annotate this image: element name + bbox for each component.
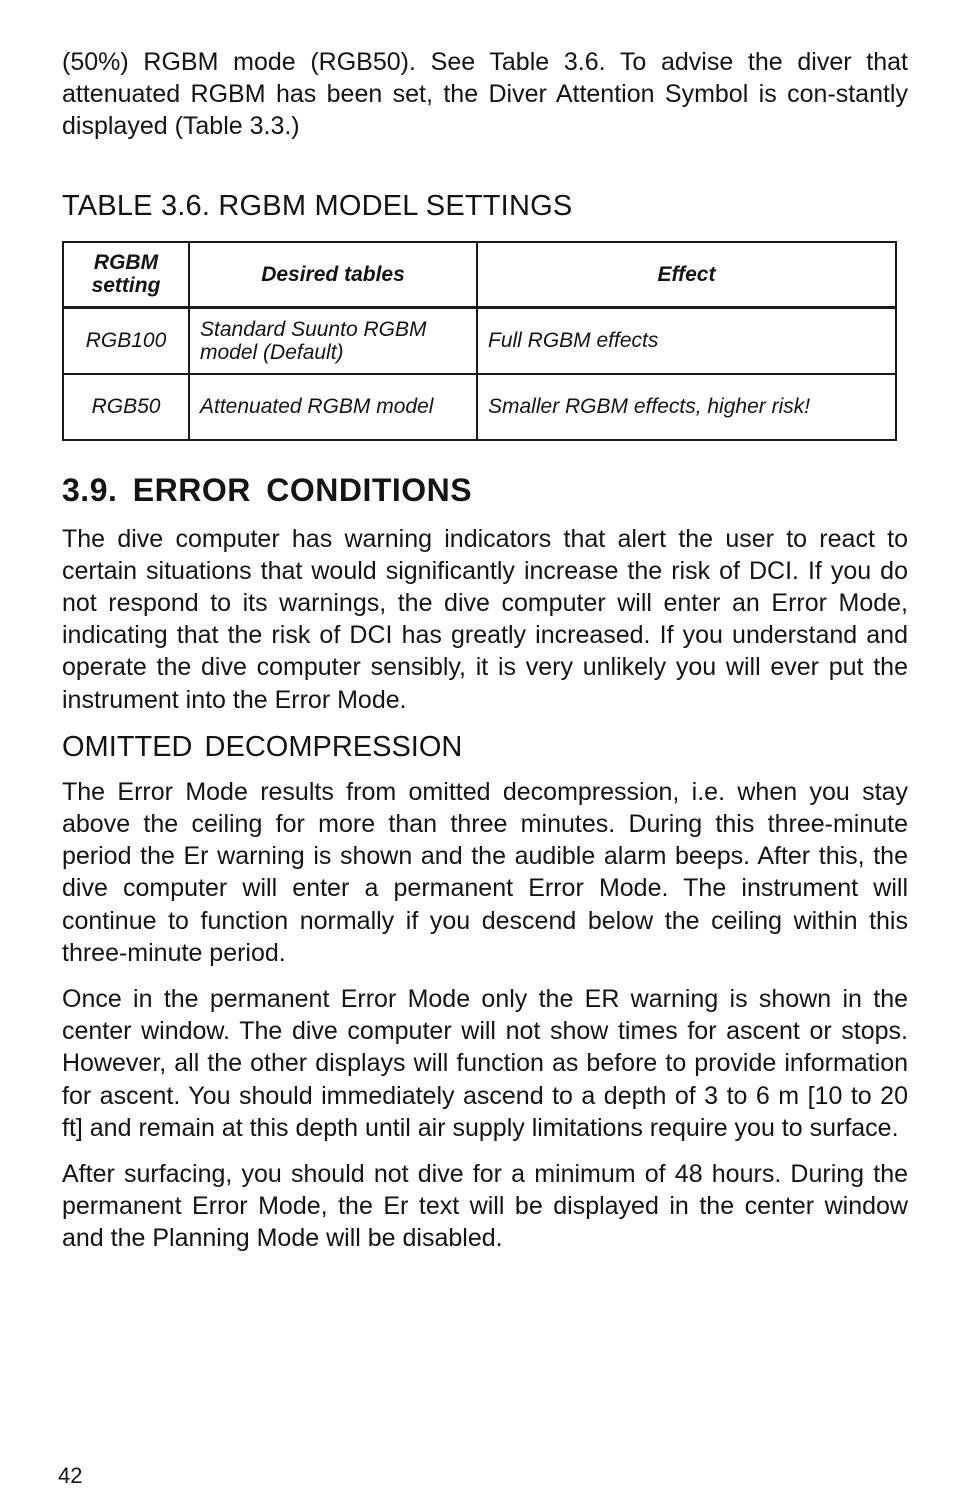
tables-cell: Standard Suunto RGBM model (Default) <box>189 307 477 374</box>
intro-paragraph: (50%) RGBM mode (RGB50). See Table 3.6. To advise the diver that attenuated RGBM has been set, the Diver Attention Symbol is con-stantly displayed (Table 3.3.) <box>62 48 908 141</box>
tables-cell: Attenuated RGBM model <box>189 374 477 440</box>
table-row <box>63 374 896 440</box>
subsection-paragraph: After surfacing, you should not dive for a minimum of 48 hours. During the permanent Error Mode, the Er text will be displayed in the center window and the Planning Mode will be disabled. <box>62 1160 908 1253</box>
header-rgbm-setting: RGBM setting <box>63 242 189 308</box>
setting-cell: RGB100 <box>63 307 189 374</box>
table-row <box>63 307 896 374</box>
page-content <box>62 46 908 1255</box>
setting-cell: RGB50 <box>63 374 189 440</box>
header-desired-tables: Desired tables <box>189 242 477 308</box>
subsection-paragraph: Once in the permanent Error Mode only the ER warning is shown in the center window. The dive computer will not show times for ascent or stops. However, all the other displays will function as before to provide information for ascent. You should immediately ascend to a depth of 3 to 6 m [10 to 20 ft] and remain at this depth until air supply limitations require you to surface. <box>62 985 908 1142</box>
section-paragraph: The dive computer has warning indicators that alert the user to react to certain situations that would significantly increase the risk of DCI. If you do not respond to its warnings, the dive computer will enter an Error Mode, indicating that the risk of DCI has greatly increased. If you understand and operate the dive computer sensibly, it is very unlikely you will ever put the instrument into the Error Mode. <box>62 524 908 714</box>
table-caption: TABLE 3.6. RGBM MODEL SETTINGS <box>62 189 573 222</box>
effect-cell: Smaller RGBM effects, higher risk! <box>477 374 896 440</box>
subsection-paragraph: The Error Mode results from omitted decompression, i.e. when you stay above the ceiling for more than three minutes. During this three-minute period the Er warning is shown and the audible alarm beeps. After this, the dive computer will enter a permanent Error Mode. The instrument will continue to function normally if you descend below the ceiling within this three-minute period. <box>62 777 908 967</box>
section-title: 3.9. ERROR CONDITIONS <box>62 471 473 508</box>
subsection-title: OMITTED DECOMPRESSION <box>62 730 463 763</box>
effect-cell: Full RGBM effects <box>477 307 896 374</box>
rgbm-settings-table <box>62 241 897 441</box>
table-header-row <box>63 242 896 308</box>
page-number: 42 <box>58 1463 83 1488</box>
header-effect: Effect <box>477 242 896 308</box>
